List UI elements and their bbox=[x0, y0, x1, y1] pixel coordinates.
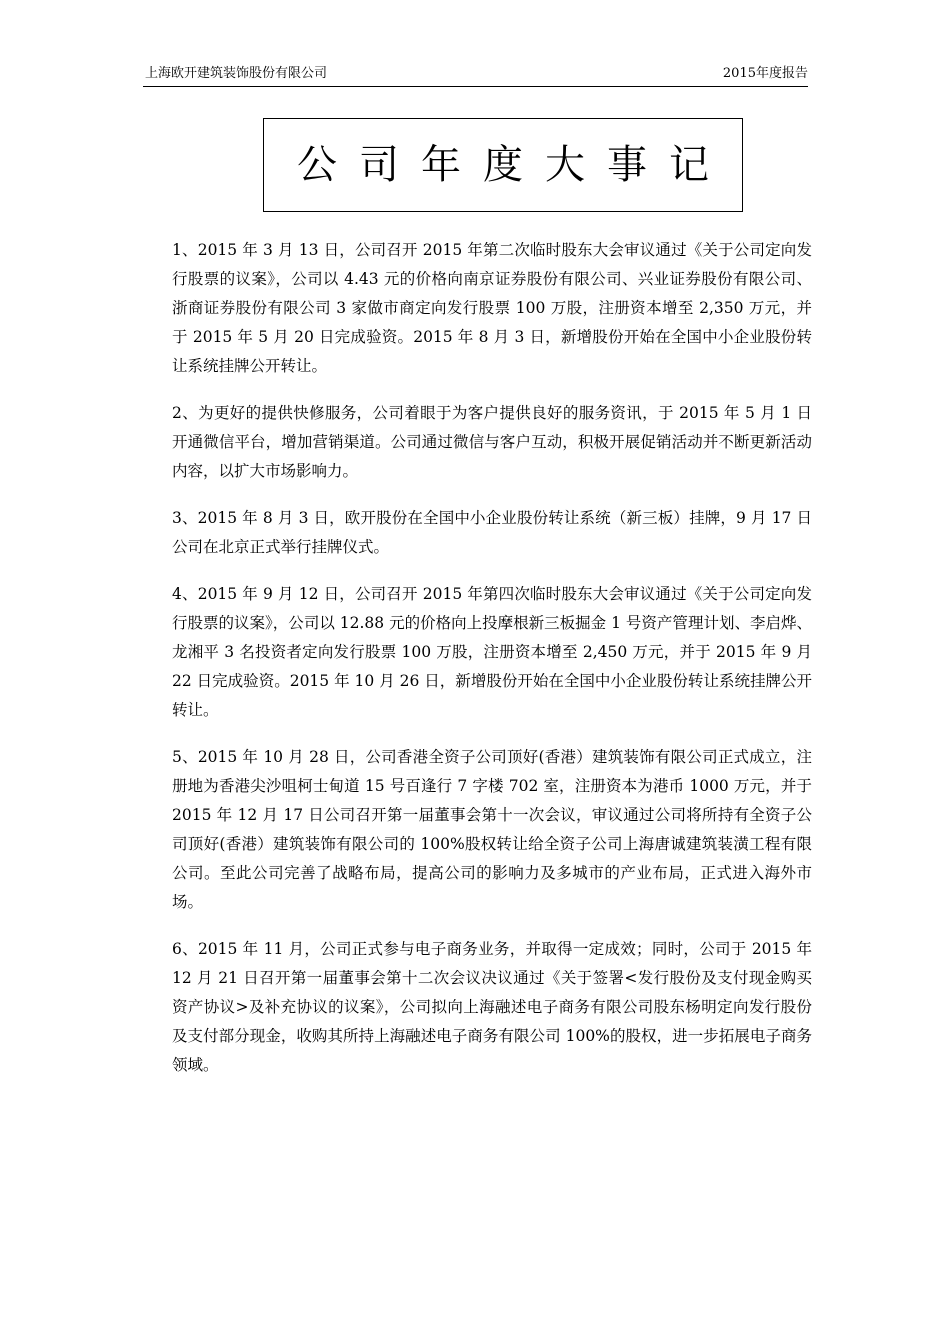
page-title: 公司年度大事记 bbox=[297, 142, 731, 188]
event-paragraph-4: 4、2015 年 9 月 12 日，公司召开 2015 年第四次临时股东大会审议通过《关于公司定向发行股票的议案》，公司以 12.88 元的价格向上投摩根新三板掘金 1 号资产管理计划、李启烨、龙湘平 3 名投资者定向发行股票 100 万股，注册资本增至 2,450 万元，并于 2015 年 9 月 22 日完成验资。2015 年 10 月 26 日，新增股份开始在全国中小企业股份转让系统挂牌公开转让。 bbox=[172, 585, 812, 719]
event-paragraph-2: 2、为更好的提供快修服务，公司着眼于为客户提供良好的服务资讯，于 2015 年 5 月 1 日开通微信平台，增加营销渠道。公司通过微信与客户互动，积极开展促销活动并不断更新活动内容，以扩大市场影响力。 bbox=[172, 404, 812, 480]
header-company-name: 上海欧开建筑装饰股份有限公司 bbox=[145, 66, 328, 81]
event-paragraph-3: 3、2015 年 8 月 3 日，欧开股份在全国中小企业股份转让系统（新三板）挂牌，9 月 17 日公司在北京正式举行挂牌仪式。 bbox=[172, 509, 812, 556]
header-report-title: 2015年度报告 bbox=[722, 66, 808, 81]
event-paragraph-1: 1、2015 年 3 月 13 日，公司召开 2015 年第二次临时股东大会审议通过《关于公司定向发行股票的议案》，公司以 4.43 元的价格向南京证券股份有限公司、兴业证券股份有限公司、浙商证券股份有限公司 3 家做市商定向发行股票 100 万股，注册资本增至 2,350 万元，并于 2015 年 5 月 20 日完成验资。2015 年 8 月 3 日，新增股份开始在全国中小企业股份转让系统挂牌公开转让。 bbox=[172, 241, 812, 375]
event-paragraph-6: 6、2015 年 11 月，公司正式参与电子商务业务，并取得一定成效；同时，公司于 2015 年 12 月 21 日召开第一届董事会第十二次会议决议通过《关于签署<发行股份及支付现金购买资产协议>及补充协议的议案》，公司拟向上海融述电子商务有限公司股东杨明定向发行股份及支付部分现金，收购其所持上海融述电子商务有限公司 100%的股权，进一步拓展电子商务领域。 bbox=[172, 940, 812, 1074]
title-box bbox=[263, 118, 743, 212]
events-list bbox=[172, 236, 812, 1098]
page-header bbox=[143, 64, 808, 87]
event-paragraph-5: 5、2015 年 10 月 28 日，公司香港全资子公司顶好(香港）建筑装饰有限公司正式成立，注册地为香港尖沙咀柯士甸道 15 号百逢行 7 字楼 702 室，注册资本为港币 1000 万元，并于 2015 年 12 月 17 日公司召开第一届董事会第十一次会议，审议通过公司将所持有全资子公司顶好(香港）建筑装饰有限公司的 100%股权转让给全资子公司上海唐诚建筑装潢工程有限公司。至此公司完善了战略布局，提高公司的影响力及多城市的产业布局，正式进入海外市场。 bbox=[172, 748, 812, 911]
